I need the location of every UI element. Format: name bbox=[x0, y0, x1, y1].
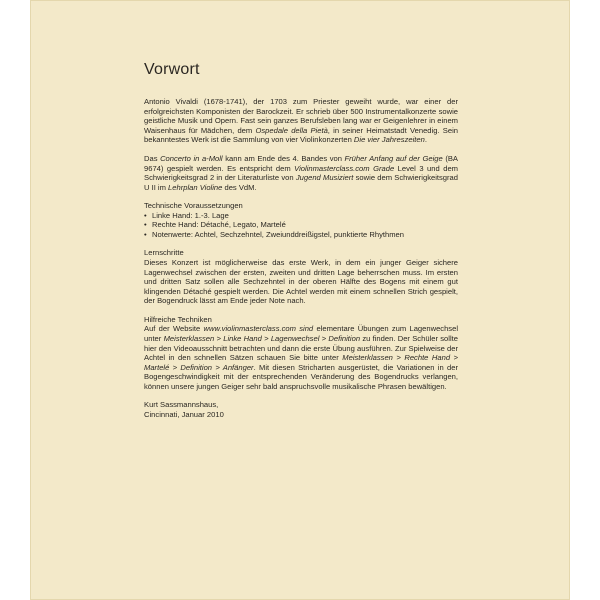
italic-run: www.violinmasterclass.com sind bbox=[203, 324, 314, 334]
text-run: Level 3 und dem Schwierigkeitsgrad 2 in der Literaturliste von bbox=[144, 163, 459, 183]
book-page bbox=[30, 0, 570, 600]
helpful-heading: Hilfreiche Techniken bbox=[144, 314, 212, 324]
text-run: zu finden. Der Schüler sollte hier den Videoausschnitt betrachten und dann die erste Übung ausführen. Zur Spielweise der Achtel in den schnellen Sätzen schauen Sie bitte unter bbox=[144, 333, 458, 363]
technique-heading: Technische Voraussetzungen bbox=[144, 201, 243, 211]
list-item: • Notenwerte: Achtel, Sechzehntel, Zweiunddreißigstel, punktierte Rhythmen bbox=[144, 230, 458, 240]
text-run: (BA 9674) gespielt werden. Es entspricht dem bbox=[144, 153, 458, 173]
text-run: , in seiner Heimatstadt Venedig. Sein bekanntestes Werk ist die Sammlung von vier Violinkonzerten bbox=[144, 125, 458, 145]
text-run: sowie dem Schwierigkeitsgrad U II im bbox=[144, 173, 459, 192]
page-content bbox=[144, 60, 458, 419]
text-run: Das bbox=[144, 153, 161, 163]
signature bbox=[144, 400, 458, 419]
italic-run: Jugend Musiziert bbox=[295, 173, 354, 183]
list-item: • Rechte Hand: Détaché, Legato, Martelé bbox=[144, 220, 458, 230]
italic-run: Meisterklassen > Rechte Hand > Martelé > Definition > Anfänger bbox=[144, 353, 458, 372]
concerto-paragraph bbox=[144, 154, 458, 192]
author-name: Kurt Sassmannshaus, bbox=[144, 400, 219, 410]
italic-run: Meisterklassen > Linke Hand > Lagenwechsel > Definition bbox=[163, 333, 361, 343]
text-run: . bbox=[424, 135, 427, 145]
text-run: des VdM. bbox=[222, 182, 257, 192]
list-item: • Linke Hand: 1.-3. Lage bbox=[144, 211, 458, 221]
italic-run: Concerto in a-Moll bbox=[160, 153, 223, 163]
intro-paragraph bbox=[144, 97, 458, 145]
italic-run: Ospedale della Pietà bbox=[255, 125, 328, 135]
text-run: Antonio Vivaldi (1678-1741), der 1703 zum Priester geweiht wurde, war einer der erfolgreichsten Komponisten der Barockzeit. Er schrieb über 500 Instrumentalkonzerte sowie geistliche Musik und Opern. Fast sein ganzes Berufsleben lang war er Geigenlehrer in einem Waisenhaus für Mädchen, dem bbox=[144, 97, 458, 135]
text-run: kann am Ende des 4. Bandes von bbox=[222, 153, 345, 163]
learning-paragraph: Dieses Konzert ist möglicherweise das erste Werk, in dem ein junger Geiger sichere Lagenwechsel zwischen der ersten, zweiten und dritten Lage beherrschen muss. Im ersten und dritten Satz sollen alle Sechzehntel in der oberen Hälfte des Bogens mit einem gut klingenden Détaché gespielt werden. Die Achtel werden mit einem schnellen Strich gespielt, der Bogendruck lässt am Ende jeder Note nach. bbox=[144, 258, 458, 306]
page-title: Vorwort bbox=[144, 61, 200, 78]
text-run: Auf der Website bbox=[144, 324, 204, 334]
learning-heading: Lernschritte bbox=[144, 248, 184, 258]
italic-run: Die vier Jahreszeiten bbox=[353, 135, 425, 145]
italic-run: Lehrplan Violine bbox=[168, 182, 223, 192]
place-date: Cincinnati, Januar 2010 bbox=[144, 409, 224, 419]
technique-list bbox=[144, 211, 458, 240]
helpful-paragraph bbox=[144, 324, 458, 391]
text-run: . Mit diesen Stricharten ausgerüstet, die Variationen in der Bogengeschwindigkeit mit der entsprechenden Veränderung des Bogendrucks verlangen, können unsere jungen Geiger sehr bald anspruchsvolle musikalische Phrasen bewältigen. bbox=[144, 362, 458, 391]
italic-run: Violinmasterclass.com Grade bbox=[294, 163, 395, 173]
text-run: elementare Übungen zum Lagenwechsel unter bbox=[144, 324, 459, 343]
italic-run: Früher Anfang auf der Geige bbox=[344, 153, 443, 163]
